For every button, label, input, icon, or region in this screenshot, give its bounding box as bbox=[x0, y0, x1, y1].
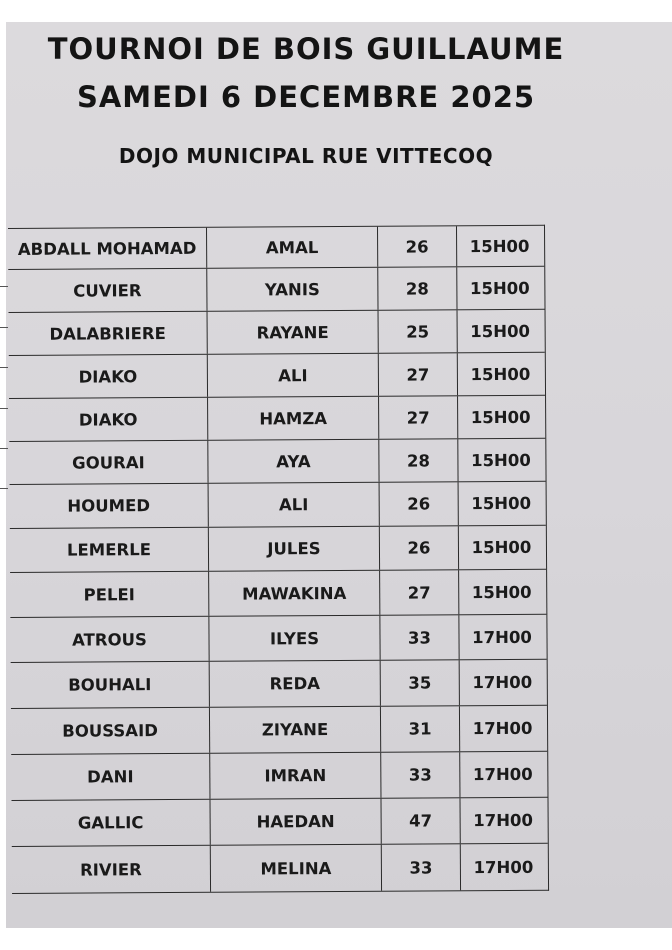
weight-cell: 28 bbox=[379, 439, 458, 481]
weight-cell: 31 bbox=[381, 706, 460, 751]
table-row bbox=[8, 226, 544, 270]
time-cell: 15H00 bbox=[471, 582, 532, 602]
edge-mark bbox=[0, 408, 8, 409]
table-row bbox=[10, 482, 546, 529]
last-name-cell: DANI bbox=[11, 754, 210, 800]
weight-cell: 33 bbox=[382, 844, 461, 890]
weight-cell: 26 bbox=[380, 526, 459, 569]
first-name-cell: AMAL bbox=[207, 227, 378, 268]
time-cell: 17H00 bbox=[473, 810, 534, 831]
weight-cell: 33 bbox=[381, 752, 460, 797]
tournament-title: TOURNOI DE BOIS GUILLAUME bbox=[47, 32, 565, 66]
time-cell: 15H00 bbox=[469, 278, 530, 298]
edge-mark bbox=[0, 286, 8, 287]
first-name-cell: REDA bbox=[210, 661, 381, 707]
last-name-cell: GALLIC bbox=[12, 800, 211, 846]
table-row bbox=[11, 706, 547, 755]
edge-mark bbox=[0, 448, 8, 449]
time-cell: 17H00 bbox=[472, 627, 532, 647]
time-cell: 15H00 bbox=[470, 407, 531, 427]
schedule-table bbox=[8, 225, 549, 894]
weight-cell: 27 bbox=[380, 570, 459, 614]
weight-cell: 47 bbox=[381, 798, 460, 843]
first-name-cell: HAMZA bbox=[208, 397, 379, 440]
weight-cell: 25 bbox=[379, 310, 458, 352]
table-row bbox=[9, 396, 545, 442]
first-name-cell: IMRAN bbox=[210, 753, 381, 799]
time-cell: 15H00 bbox=[470, 321, 531, 341]
time-cell: 17H00 bbox=[473, 857, 534, 877]
table-row bbox=[9, 439, 545, 485]
time-cell: 15H00 bbox=[471, 537, 532, 558]
table-row bbox=[12, 798, 548, 847]
weight-cell: 27 bbox=[379, 396, 458, 438]
table-row bbox=[9, 353, 545, 399]
last-name-cell: DALABRIERE bbox=[9, 312, 208, 355]
first-name-cell: ZIYANE bbox=[210, 707, 381, 753]
time-cell: 17H00 bbox=[472, 764, 533, 785]
table-row bbox=[11, 660, 547, 709]
weight-cell: 27 bbox=[379, 353, 458, 395]
time-cell: 17H00 bbox=[472, 718, 533, 739]
venue-name: DOJO MUNICIPAL RUE VITTECOQ bbox=[118, 144, 494, 168]
table-row bbox=[10, 526, 546, 573]
last-name-cell: DIAKO bbox=[9, 398, 208, 441]
time-cell: 15H00 bbox=[470, 450, 531, 470]
first-name-cell: ILYES bbox=[209, 616, 380, 661]
table-row bbox=[12, 844, 548, 893]
last-name-cell: PELEI bbox=[10, 572, 209, 617]
last-name-cell: LEMERLE bbox=[10, 528, 209, 572]
weight-cell: 26 bbox=[378, 226, 457, 266]
first-name-cell: HAEDAN bbox=[210, 799, 381, 845]
last-name-cell: HOUMED bbox=[10, 484, 209, 528]
weight-cell: 26 bbox=[380, 482, 459, 525]
last-name-cell: GOURAI bbox=[9, 441, 208, 484]
weight-cell: 33 bbox=[380, 615, 459, 659]
first-name-cell: ALI bbox=[208, 354, 379, 397]
first-name-cell: YANIS bbox=[207, 268, 378, 311]
last-name-cell: CUVIER bbox=[8, 269, 207, 312]
edge-mark bbox=[0, 488, 8, 489]
edge-mark bbox=[0, 327, 8, 328]
time-cell: 17H00 bbox=[472, 672, 533, 693]
first-name-cell: JULES bbox=[209, 527, 380, 571]
time-cell: 15H00 bbox=[471, 493, 532, 514]
time-cell: 15H00 bbox=[470, 364, 531, 384]
last-name-cell: ATROUS bbox=[10, 617, 209, 662]
last-name-cell: RIVIER bbox=[12, 846, 211, 893]
edge-mark bbox=[0, 367, 8, 368]
weight-cell: 28 bbox=[378, 267, 457, 309]
last-name-cell: ABDALL MOHAMAD bbox=[8, 228, 207, 269]
last-name-cell: BOUSSAID bbox=[11, 708, 210, 754]
first-name-cell: AYA bbox=[208, 440, 379, 483]
first-name-cell: RAYANE bbox=[208, 311, 379, 354]
table-row bbox=[10, 615, 546, 663]
first-name-cell: MELINA bbox=[211, 845, 382, 892]
time-cell: 15H00 bbox=[469, 236, 530, 256]
table-row bbox=[11, 752, 547, 801]
last-name-cell: BOUHALI bbox=[11, 662, 210, 708]
table-row bbox=[9, 310, 545, 356]
table-row bbox=[10, 570, 546, 618]
table-row bbox=[8, 267, 544, 313]
first-name-cell: ALI bbox=[209, 483, 380, 527]
weight-cell: 35 bbox=[381, 660, 460, 705]
first-name-cell: MAWAKINA bbox=[209, 571, 380, 616]
tournament-date: SAMEDI 6 DECEMBRE 2025 bbox=[76, 80, 536, 114]
last-name-cell: DIAKO bbox=[9, 355, 208, 398]
